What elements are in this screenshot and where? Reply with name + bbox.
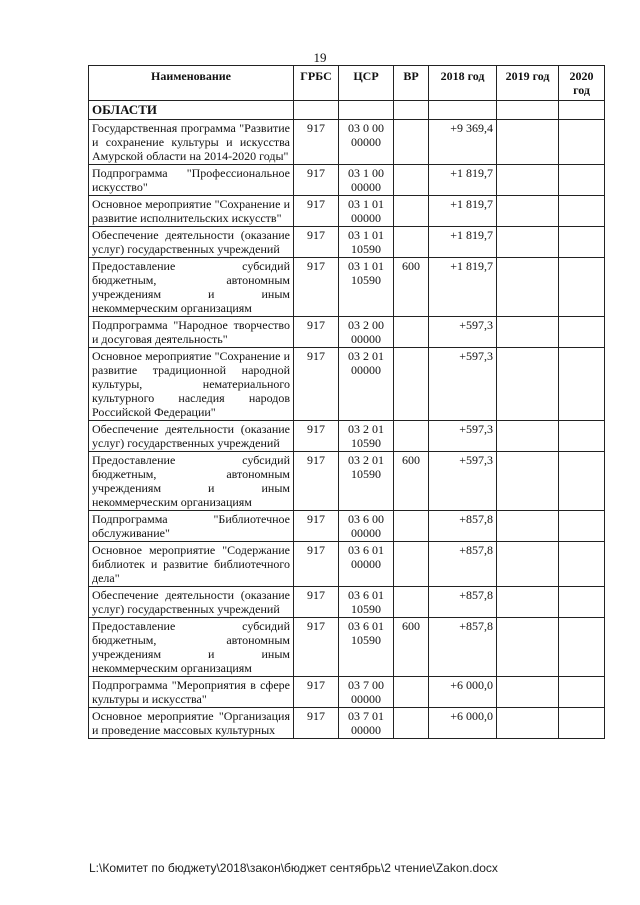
cell-2020 [559, 618, 605, 677]
cell-name: Подпрограмма "Профессиональное искусство" [89, 165, 294, 196]
cell-2019 [497, 452, 559, 511]
cell-2020 [559, 421, 605, 452]
cell-vr [394, 165, 429, 196]
cell-2018: +597,3 [429, 348, 497, 421]
cell-vr: 600 [394, 258, 429, 317]
page-number: 19 [313, 50, 327, 65]
cell-2018: +857,8 [429, 587, 497, 618]
section-cell [559, 101, 605, 120]
cell-grbs: 917 [294, 511, 339, 542]
cell-grbs: 917 [294, 120, 339, 165]
table-row [89, 708, 605, 739]
cell-csr: 03 1 01 10590 [339, 227, 394, 258]
cell-name: Обеспечение деятельности (оказание услуг) государственных учреждений [89, 227, 294, 258]
cell-vr [394, 348, 429, 421]
table-row [89, 421, 605, 452]
cell-vr [394, 511, 429, 542]
cell-2019 [497, 618, 559, 677]
header-vr: ВР [394, 66, 429, 101]
cell-2019 [497, 196, 559, 227]
table-row [89, 511, 605, 542]
cell-2018: +1 819,7 [429, 165, 497, 196]
budget-table [88, 65, 605, 739]
section-row [89, 101, 605, 120]
cell-2020 [559, 258, 605, 317]
cell-2019 [497, 165, 559, 196]
cell-vr [394, 587, 429, 618]
cell-grbs: 917 [294, 587, 339, 618]
header-2018: 2018 год [429, 66, 497, 101]
cell-2019 [497, 708, 559, 739]
cell-grbs: 917 [294, 618, 339, 677]
section-cell [294, 101, 339, 120]
cell-name: Предоставление субсидий бюджетным, автономным учреждениям и иным некоммерческим организациям [89, 258, 294, 317]
cell-name: Основное мероприятие "Сохранение и развитие исполнительских искусств" [89, 196, 294, 227]
cell-2019 [497, 348, 559, 421]
cell-2020 [559, 511, 605, 542]
file-path-footer: L:\Комитет по бюджету\2018\закон\бюджет сентябрь\2 чтение\Zakon.docx [89, 861, 498, 875]
table-header-row [89, 66, 605, 101]
cell-vr [394, 542, 429, 587]
cell-name: Предоставление субсидий бюджетным, автономным учреждениям и иным некоммерческим организациям [89, 618, 294, 677]
section-title: ОБЛАСТИ [89, 101, 294, 120]
cell-2019 [497, 421, 559, 452]
cell-2020 [559, 708, 605, 739]
table-row [89, 587, 605, 618]
table-row [89, 227, 605, 258]
cell-name: Подпрограмма "Мероприятия в сфере культуры и искусства" [89, 677, 294, 708]
cell-grbs: 917 [294, 677, 339, 708]
cell-2020 [559, 348, 605, 421]
table-row [89, 120, 605, 165]
section-cell [429, 101, 497, 120]
cell-2018: +1 819,7 [429, 227, 497, 258]
cell-vr [394, 421, 429, 452]
cell-name: Обеспечение деятельности (оказание услуг) государственных учреждений [89, 587, 294, 618]
cell-2019 [497, 587, 559, 618]
table-row [89, 677, 605, 708]
cell-vr: 600 [394, 618, 429, 677]
cell-csr: 03 7 01 00000 [339, 708, 394, 739]
cell-2019 [497, 511, 559, 542]
table-row [89, 452, 605, 511]
cell-grbs: 917 [294, 258, 339, 317]
cell-grbs: 917 [294, 708, 339, 739]
cell-2018: +597,3 [429, 421, 497, 452]
table-row [89, 542, 605, 587]
cell-vr [394, 708, 429, 739]
cell-grbs: 917 [294, 317, 339, 348]
cell-2020 [559, 587, 605, 618]
cell-grbs: 917 [294, 348, 339, 421]
cell-2020 [559, 452, 605, 511]
cell-csr: 03 2 01 10590 [339, 452, 394, 511]
cell-name: Основное мероприятие "Организация и проведение массовых культурных [89, 708, 294, 739]
cell-grbs: 917 [294, 542, 339, 587]
cell-2020 [559, 196, 605, 227]
cell-2019 [497, 227, 559, 258]
cell-csr: 03 2 01 00000 [339, 348, 394, 421]
header-2020: 2020 год [559, 66, 605, 101]
header-name: Наименование [89, 66, 294, 101]
cell-csr: 03 2 01 10590 [339, 421, 394, 452]
cell-vr [394, 227, 429, 258]
cell-2020 [559, 542, 605, 587]
header-csr: ЦСР [339, 66, 394, 101]
cell-name: Основное мероприятие "Сохранение и развитие традиционной народной культуры, нематериального культурного наследия народов Российской Федерации" [89, 348, 294, 421]
section-cell [497, 101, 559, 120]
cell-2019 [497, 317, 559, 348]
cell-name: Подпрограмма "Библиотечное обслуживание" [89, 511, 294, 542]
cell-grbs: 917 [294, 452, 339, 511]
cell-vr [394, 317, 429, 348]
cell-name: Подпрограмма "Народное творчество и досуговая деятельность" [89, 317, 294, 348]
cell-2018: +1 819,7 [429, 196, 497, 227]
cell-grbs: 917 [294, 165, 339, 196]
table-row [89, 165, 605, 196]
cell-name: Обеспечение деятельности (оказание услуг) государственных учреждений [89, 421, 294, 452]
cell-2018: +6 000,0 [429, 708, 497, 739]
cell-csr: 03 7 00 00000 [339, 677, 394, 708]
header-2019: 2019 год [497, 66, 559, 101]
cell-name: Государственная программа "Развитие и сохранение культуры и искусства Амурской области на 2014-2020 годы" [89, 120, 294, 165]
table-row [89, 348, 605, 421]
cell-name: Предоставление субсидий бюджетным, автономным учреждениям и иным некоммерческим организациям [89, 452, 294, 511]
table-row [89, 317, 605, 348]
cell-vr [394, 677, 429, 708]
cell-2020 [559, 677, 605, 708]
cell-grbs: 917 [294, 227, 339, 258]
cell-vr [394, 120, 429, 165]
cell-csr: 03 6 01 10590 [339, 587, 394, 618]
cell-2020 [559, 120, 605, 165]
cell-2018: +597,3 [429, 452, 497, 511]
cell-2018: +9 369,4 [429, 120, 497, 165]
cell-2019 [497, 542, 559, 587]
cell-2018: +1 819,7 [429, 258, 497, 317]
cell-vr: 600 [394, 452, 429, 511]
cell-csr: 03 6 01 00000 [339, 542, 394, 587]
cell-2019 [497, 677, 559, 708]
cell-2018: +597,3 [429, 317, 497, 348]
cell-csr: 03 0 00 00000 [339, 120, 394, 165]
cell-csr: 03 2 00 00000 [339, 317, 394, 348]
cell-csr: 03 1 01 10590 [339, 258, 394, 317]
cell-vr [394, 196, 429, 227]
cell-2020 [559, 317, 605, 348]
cell-2019 [497, 258, 559, 317]
header-grbs: ГРБС [294, 66, 339, 101]
cell-2018: +857,8 [429, 618, 497, 677]
table-row [89, 618, 605, 677]
cell-csr: 03 1 00 00000 [339, 165, 394, 196]
cell-2020 [559, 227, 605, 258]
cell-csr: 03 1 01 00000 [339, 196, 394, 227]
cell-2018: +857,8 [429, 542, 497, 587]
table-row [89, 196, 605, 227]
cell-grbs: 917 [294, 421, 339, 452]
cell-csr: 03 6 00 00000 [339, 511, 394, 542]
table-row [89, 258, 605, 317]
cell-2018: +857,8 [429, 511, 497, 542]
cell-name: Основное мероприятие "Содержание библиотек и развитие библиотечного дела" [89, 542, 294, 587]
cell-csr: 03 6 01 10590 [339, 618, 394, 677]
section-cell [394, 101, 429, 120]
cell-2020 [559, 165, 605, 196]
cell-2018: +6 000,0 [429, 677, 497, 708]
cell-grbs: 917 [294, 196, 339, 227]
cell-2019 [497, 120, 559, 165]
section-cell [339, 101, 394, 120]
